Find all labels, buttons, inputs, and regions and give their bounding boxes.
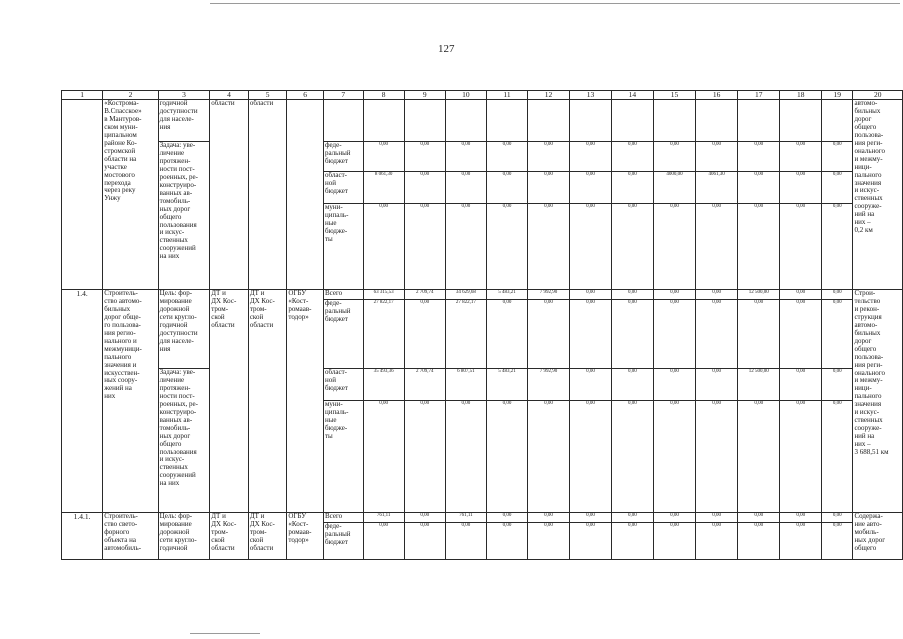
- activity-name-cell: «Кострома- В.Спасское» в Мантуров- ском муни- ципальном районе Ко- стромской области на участке мостового перехода через реку Унжу: [103, 100, 158, 290]
- participant-cell: [287, 100, 324, 290]
- value-cell: 761,11: [363, 513, 404, 523]
- table-row: [62, 100, 903, 142]
- value-cell: 0,00: [611, 513, 653, 523]
- value-cell: 0,00: [486, 142, 527, 172]
- value-cell: 35 493,36: [363, 369, 404, 401]
- value-cell: 0,00: [611, 300, 653, 369]
- column-number: 9: [404, 91, 445, 100]
- value-cell: 0,00: [780, 523, 822, 560]
- value-cell: 0,00: [696, 401, 738, 513]
- column-number: 12: [528, 91, 570, 100]
- coexecutor-cell: ДТ и ДХ Кос- тром- ской области: [248, 290, 287, 513]
- empty-cell: [323, 100, 363, 142]
- value-cell: 0,00: [570, 172, 612, 204]
- value-cell: 0,00: [528, 401, 570, 513]
- value-cell: 0,00: [570, 523, 612, 560]
- empty-cell: [780, 100, 822, 142]
- value-cell: 0,00: [653, 369, 695, 401]
- value-cell: 0,00: [738, 172, 780, 204]
- indicator-cell: Строи- тельство и рекон- струкция автомо- бильных дорог общего пользова- ния реги- онального и межму- ници- пального значения и искус- ственных сооруже- ний на них – 3 688,51 км: [853, 290, 903, 513]
- column-number: 11: [486, 91, 527, 100]
- value-cell: 4000,00: [653, 172, 695, 204]
- value-cell: 0,00: [780, 300, 822, 369]
- value-cell: 27 822,17: [363, 300, 404, 369]
- value-cell: 0,00: [653, 290, 695, 300]
- value-cell: 0,00: [570, 300, 612, 369]
- value-cell: 0,00: [611, 204, 653, 290]
- value-cell: 0,00: [696, 523, 738, 560]
- value-cell: 0,00: [611, 523, 653, 560]
- column-number: 15: [653, 91, 695, 100]
- budget-label-cell: феде- ральный бюджет: [323, 523, 363, 560]
- value-cell: 0,00: [486, 401, 527, 513]
- value-cell: 0,00: [653, 142, 695, 172]
- value-cell: 0,00: [696, 204, 738, 290]
- value-cell: 0,00: [570, 369, 612, 401]
- column-number: 8: [363, 91, 404, 100]
- value-cell: 7 992,90: [528, 369, 570, 401]
- participant-cell: ОГБУ «Кост- ромаав- тодор»: [287, 513, 324, 560]
- value-cell: 0,00: [611, 142, 653, 172]
- header-row: [62, 91, 903, 100]
- coexecutor-cell: области: [248, 100, 287, 290]
- budget-label-cell: феде- ральный бюджет: [323, 300, 363, 369]
- table-row: [62, 290, 903, 300]
- budget-label-cell: муни- ципаль- ные бюдже- ты: [323, 204, 363, 290]
- value-cell: 0,00: [404, 513, 445, 523]
- column-number: 13: [570, 91, 612, 100]
- table-row: [62, 369, 903, 401]
- value-cell: 8 061,30: [363, 172, 404, 204]
- value-cell: 0,00: [738, 401, 780, 513]
- row-number-cell: 1.4.: [62, 290, 103, 513]
- column-number: 16: [696, 91, 738, 100]
- value-cell: 0,00: [696, 142, 738, 172]
- activity-name-cell: Строитель- ство автомо- бильных дорог обще- го пользова- ния регио- нального и межмуници- пального значения и искусствен- ных соору- жений на них: [103, 290, 158, 513]
- activity-name-cell: Строитель- ство свето- форного объекта на автомобиль-: [103, 513, 158, 560]
- scan-edge-line: [190, 633, 260, 634]
- value-cell: 2 709,74: [404, 369, 445, 401]
- value-cell: 0,00: [404, 204, 445, 290]
- row-number-cell: [62, 100, 103, 290]
- value-cell: 0,00: [653, 523, 695, 560]
- value-cell: 0,00: [363, 401, 404, 513]
- page-number: 127: [438, 43, 455, 55]
- value-cell: 0,00: [611, 172, 653, 204]
- value-cell: 0,00: [404, 300, 445, 369]
- value-cell: 0,00: [780, 401, 822, 513]
- budget-label-cell: Всего: [323, 290, 363, 300]
- value-cell: 0,00: [570, 513, 612, 523]
- value-cell: 27 822,17: [445, 300, 486, 369]
- goal-cell: Цель: фор- мирование дорожной сети кругло- годичной доступности для населе- ния: [158, 290, 210, 369]
- value-cell: 0,00: [445, 523, 486, 560]
- value-cell: 0,00: [445, 142, 486, 172]
- value-cell: 0,00: [780, 513, 822, 523]
- table-row: [62, 513, 903, 523]
- coexecutor-cell: ДТ и ДХ Кос- тром- ской области: [248, 513, 287, 560]
- empty-cell: [822, 100, 853, 142]
- value-cell: 0,00: [822, 300, 853, 369]
- column-number: 14: [611, 91, 653, 100]
- empty-cell: [570, 100, 612, 142]
- value-cell: 0,00: [404, 401, 445, 513]
- column-number: 3: [158, 91, 210, 100]
- value-cell: 0,00: [653, 401, 695, 513]
- value-cell: 0,00: [528, 172, 570, 204]
- value-cell: 0,00: [528, 142, 570, 172]
- empty-cell: [738, 100, 780, 142]
- value-cell: 0,00: [404, 172, 445, 204]
- goal-cell: годичной доступности для населе- ния: [158, 100, 210, 142]
- budget-label-cell: Всего: [323, 513, 363, 523]
- value-cell: 63 315,53: [363, 290, 404, 300]
- column-number: 4: [210, 91, 249, 100]
- value-cell: 0,00: [570, 142, 612, 172]
- value-cell: 6 807,51: [445, 369, 486, 401]
- value-cell: 0,00: [404, 523, 445, 560]
- goal-cell: Цель: фор- мирование дорожной сети кругло- годичной: [158, 513, 210, 560]
- budget-label-cell: област- ной бюджет: [323, 172, 363, 204]
- value-cell: 0,00: [696, 290, 738, 300]
- empty-cell: [363, 100, 404, 142]
- value-cell: 34 629,68: [445, 290, 486, 300]
- value-cell: 0,00: [611, 401, 653, 513]
- value-cell: 0,00: [363, 523, 404, 560]
- value-cell: 0,00: [822, 172, 853, 204]
- value-cell: 0,00: [780, 172, 822, 204]
- value-cell: 0,00: [528, 300, 570, 369]
- column-number: 19: [822, 91, 853, 100]
- budget-label-cell: муни- ципаль- ные бюдже- ты: [323, 401, 363, 513]
- executor-cell: ДТ и ДХ Кос- тром- ской области: [210, 290, 249, 513]
- column-number: 6: [287, 91, 324, 100]
- empty-cell: [611, 100, 653, 142]
- participant-cell: ОГБУ «Кост- ромаав- тодор»: [287, 290, 324, 513]
- column-number: 20: [853, 91, 903, 100]
- column-number: 17: [738, 91, 780, 100]
- value-cell: 0,00: [486, 172, 527, 204]
- value-cell: 0,00: [363, 204, 404, 290]
- value-cell: 0,00: [653, 300, 695, 369]
- value-cell: 0,00: [696, 369, 738, 401]
- value-cell: 0,00: [738, 300, 780, 369]
- value-cell: 12 500,00: [738, 290, 780, 300]
- column-number: 1: [62, 91, 103, 100]
- value-cell: 0,00: [696, 300, 738, 369]
- value-cell: 0,00: [445, 401, 486, 513]
- column-number: 7: [323, 91, 363, 100]
- task-cell: Задача: уве- личение протяжен- ности пост- роенных, ре- конструиро- ванных ав- томобиль- ных дорог общего пользования и искус- ственных сооружений на них: [158, 142, 210, 290]
- empty-cell: [404, 100, 445, 142]
- value-cell: 7 992,90: [528, 290, 570, 300]
- empty-cell: [445, 100, 486, 142]
- value-cell: 4061,30: [696, 172, 738, 204]
- value-cell: 0,00: [780, 204, 822, 290]
- value-cell: 0,00: [404, 142, 445, 172]
- value-cell: 0,00: [486, 523, 527, 560]
- indicator-cell: автомо- бильных дорог общего пользова- ния реги- онального и межму- ници- пального значения и искус- ственных сооруже- ний на них – 0,2 км: [853, 100, 903, 290]
- value-cell: 0,00: [653, 513, 695, 523]
- budget-table: [61, 90, 903, 560]
- value-cell: 0,00: [822, 290, 853, 300]
- value-cell: 0,00: [611, 369, 653, 401]
- empty-cell: [653, 100, 695, 142]
- value-cell: 0,00: [822, 204, 853, 290]
- value-cell: 0,00: [738, 204, 780, 290]
- empty-cell: [696, 100, 738, 142]
- empty-cell: [528, 100, 570, 142]
- budget-label-cell: област- ной бюджет: [323, 369, 363, 401]
- value-cell: 0,00: [363, 142, 404, 172]
- budget-label-cell: феде- ральный бюджет: [323, 142, 363, 172]
- value-cell: 0,00: [570, 290, 612, 300]
- value-cell: 0,00: [570, 204, 612, 290]
- executor-cell: области: [210, 100, 249, 290]
- value-cell: 0,00: [822, 369, 853, 401]
- column-number: 5: [248, 91, 287, 100]
- value-cell: 0,00: [570, 401, 612, 513]
- value-cell: 5 483,21: [486, 369, 527, 401]
- column-number: 18: [780, 91, 822, 100]
- value-cell: 0,00: [528, 513, 570, 523]
- column-number: 2: [103, 91, 158, 100]
- indicator-cell: Содержа- ние авто- мобиль- ных дорог общего: [853, 513, 903, 560]
- value-cell: 0,00: [738, 513, 780, 523]
- value-cell: 0,00: [653, 204, 695, 290]
- value-cell: 0,00: [822, 513, 853, 523]
- value-cell: 0,00: [822, 401, 853, 513]
- value-cell: 0,00: [822, 142, 853, 172]
- value-cell: 0,00: [738, 523, 780, 560]
- value-cell: 0,00: [780, 142, 822, 172]
- value-cell: 0,00: [528, 204, 570, 290]
- value-cell: 12 500,00: [738, 369, 780, 401]
- value-cell: 2 709,74: [404, 290, 445, 300]
- value-cell: 0,00: [486, 204, 527, 290]
- value-cell: 0,00: [738, 142, 780, 172]
- row-number-cell: 1.4.1.: [62, 513, 103, 560]
- value-cell: 0,00: [696, 513, 738, 523]
- scan-edge-line: [210, 3, 900, 4]
- table-row: [62, 142, 903, 172]
- value-cell: 0,00: [611, 290, 653, 300]
- value-cell: 0,00: [780, 369, 822, 401]
- column-number: 10: [445, 91, 486, 100]
- value-cell: 0,00: [486, 513, 527, 523]
- value-cell: 0,00: [528, 523, 570, 560]
- value-cell: 0,00: [780, 290, 822, 300]
- task-cell: Задача: уве- личение протяжен- ности пост- роенных, ре- конструиро- ванных ав- томобиль- ных дорог общего пользования и искус- ственных сооружений на них: [158, 369, 210, 513]
- value-cell: 761,11: [445, 513, 486, 523]
- value-cell: 0,00: [445, 172, 486, 204]
- executor-cell: ДТ и ДХ Кос- тром- ской области: [210, 513, 249, 560]
- empty-cell: [486, 100, 527, 142]
- value-cell: 0,00: [445, 204, 486, 290]
- value-cell: 0,00: [822, 523, 853, 560]
- value-cell: 0,00: [486, 300, 527, 369]
- value-cell: 5 483,21: [486, 290, 527, 300]
